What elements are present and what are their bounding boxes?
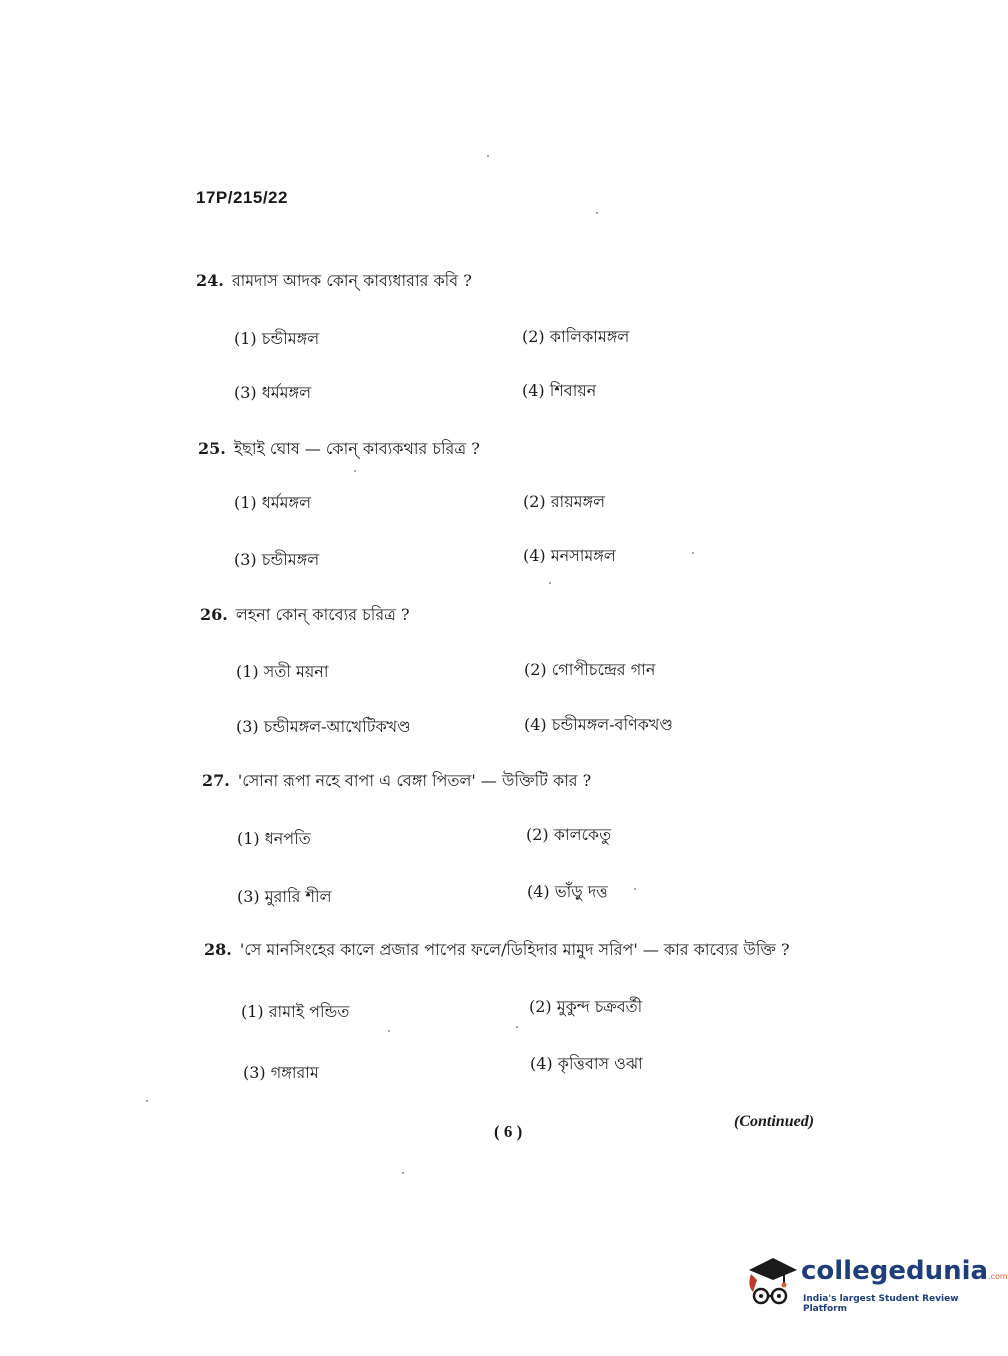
question-number: 24.	[196, 271, 224, 290]
option-25-3: (3) চন্ডীমঙ্গল	[234, 550, 320, 569]
mascot-icon	[743, 1252, 799, 1312]
option-24-1: (1) চন্ডীমঙ্গল	[234, 329, 320, 348]
scan-speck	[634, 888, 636, 890]
collegedunia-logo[interactable]	[743, 1252, 1008, 1316]
continued-label: (Continued)	[734, 1113, 815, 1130]
option-28-4: (4) কৃত্তিবাস ওঝা	[530, 1054, 643, 1073]
option-28-1: (1) রামাই পন্ডিত	[241, 1002, 350, 1021]
question-text: রামদাস আদক কোন্ কাব্যধারার কবি ?	[231, 271, 472, 290]
question-text: লহনা কোন্ কাব্যের চরিত্র ?	[235, 605, 410, 624]
question-28	[204, 937, 790, 964]
scan-speck	[402, 1172, 404, 1174]
scan-speck	[388, 1030, 390, 1032]
logo-tagline: India's largest Student Review Platform	[803, 1294, 959, 1314]
question-number: 27.	[202, 771, 230, 790]
option-26-1: (1) সতী ময়না	[236, 662, 329, 681]
question-26	[200, 602, 410, 629]
question-text: 'সোনা রূপা নহে বাপা এ বেঙ্গা পিতল' — উক্তিটি কার ?	[237, 771, 592, 790]
option-27-3: (3) মুরারি শীল	[237, 887, 332, 906]
scan-speck	[549, 582, 551, 584]
paper-code: 17P/215/22	[196, 188, 288, 207]
option-25-4: (4) মনসামঙ্গল	[523, 546, 616, 565]
option-27-2: (2) কালকেতু	[526, 825, 612, 844]
option-26-4: (4) চন্ডীমঙ্গল-বণিকখণ্ড	[524, 715, 673, 734]
logo-name: collegedunia	[801, 1256, 989, 1286]
scan-speck	[354, 470, 356, 472]
question-27	[202, 768, 591, 795]
question-text: ইছাই ঘোষ — কোন্ কাব্যকথার চরিত্র ?	[233, 439, 480, 458]
logo-wordmark	[801, 1256, 1008, 1286]
scan-speck	[596, 212, 598, 214]
option-25-1: (1) ধর্মমঙ্গল	[234, 493, 312, 512]
scan-speck	[516, 1026, 518, 1028]
option-25-2: (2) রায়মঙ্গল	[523, 492, 606, 511]
option-27-1: (1) ধনপতি	[237, 829, 311, 848]
option-24-2: (2) কালিকামঙ্গল	[522, 327, 630, 346]
option-28-3: (3) গঙ্গারাম	[243, 1063, 319, 1082]
option-28-2: (2) মুকুন্দ চক্রবর্তী	[529, 997, 643, 1016]
option-26-2: (2) গোপীচন্দ্রের গান	[524, 660, 656, 679]
question-number: 28.	[204, 940, 232, 959]
question-24	[196, 268, 472, 295]
option-24-4: (4) শিবায়ন	[522, 381, 597, 400]
question-text: 'সে মানসিংহের কালে প্রজার পাপের ফলে/ডিহিদার মামুদ সরিপ' — কার কাব্যের উক্তি ?	[239, 940, 790, 959]
option-27-4: (4) ভাঁড়ু দত্ত	[527, 882, 608, 901]
scan-speck	[692, 552, 694, 554]
logo-suffix: .com	[988, 1272, 1008, 1281]
option-26-3: (3) চন্ডীমঙ্গল-আখেটিকখণ্ড	[236, 717, 411, 736]
question-number: 26.	[200, 605, 228, 624]
scan-speck	[487, 155, 489, 157]
page-number: ( 6 )	[494, 1122, 523, 1141]
scan-speck	[146, 1100, 148, 1102]
question-25	[198, 436, 480, 463]
option-24-3: (3) ধর্মমঙ্গল	[234, 383, 312, 402]
question-number: 25.	[198, 439, 226, 458]
